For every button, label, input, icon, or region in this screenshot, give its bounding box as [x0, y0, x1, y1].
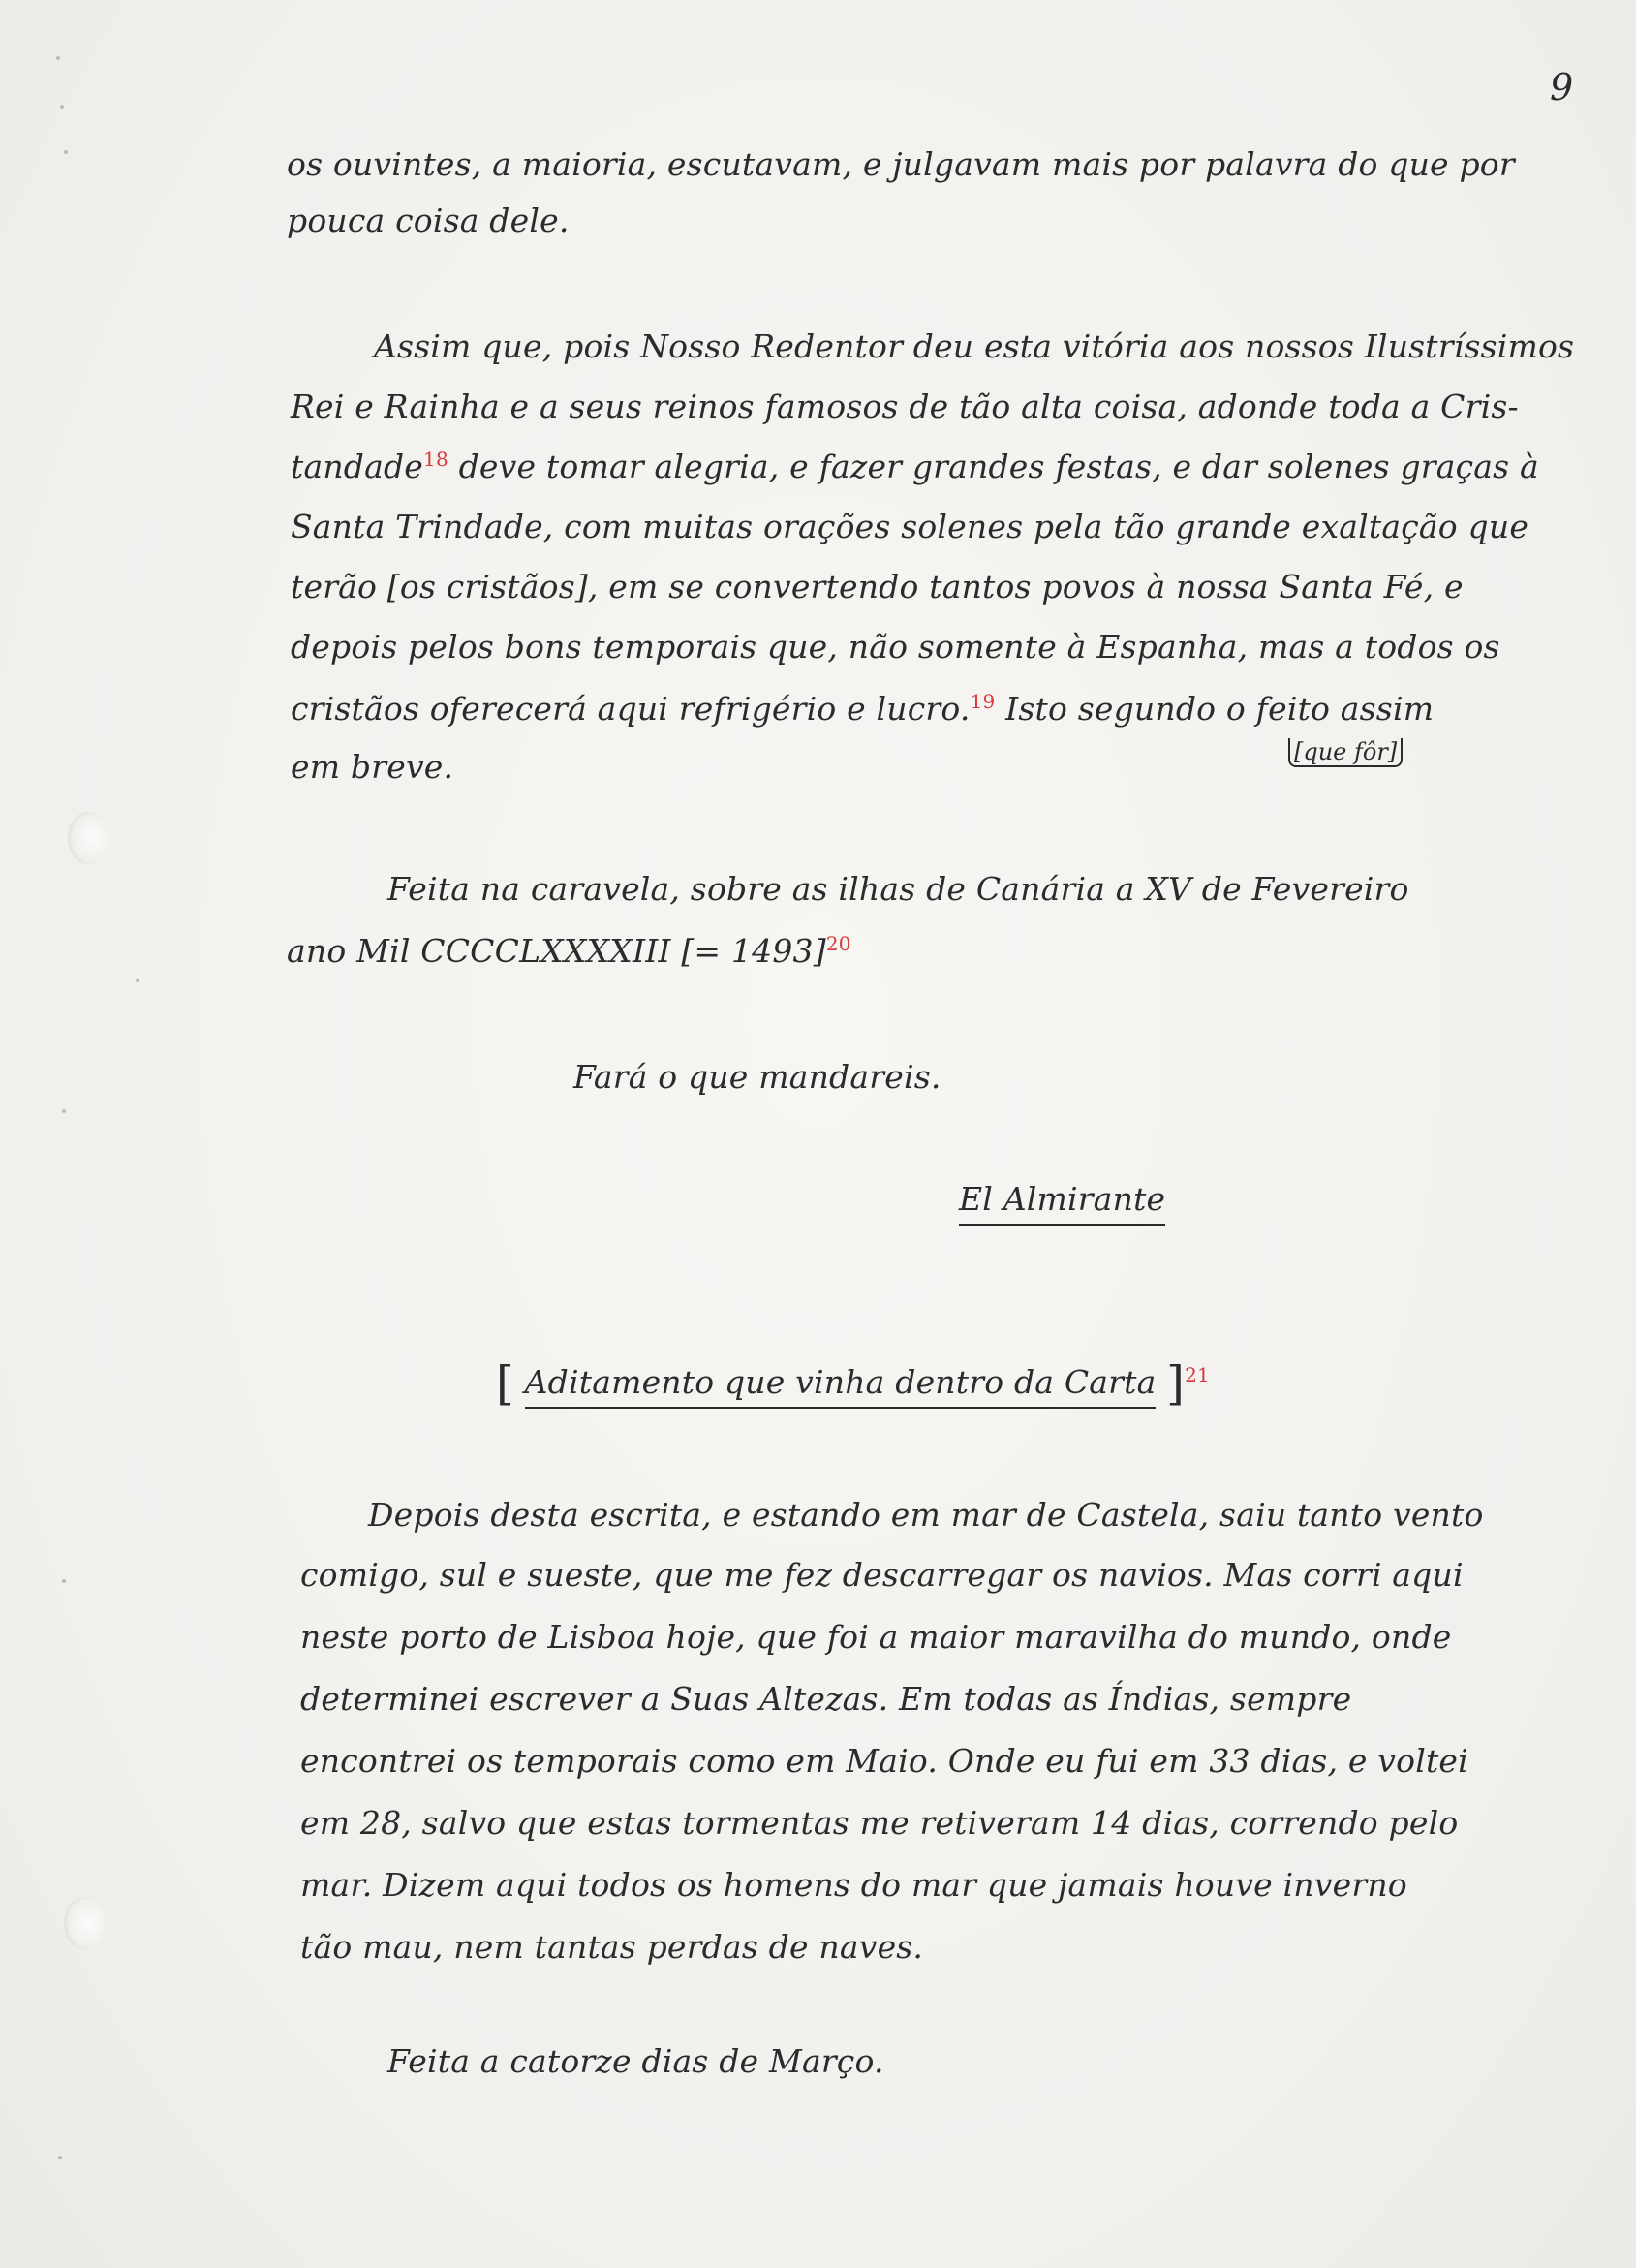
paper-speck — [136, 979, 139, 982]
text-line: neste porto de Lisboa hoje, que foi a maior maravilha do mundo, onde — [300, 1618, 1452, 1656]
text-line: terão [os cristãos], em se convertendo tantos povos à nossa Santa Fé, e — [291, 568, 1464, 606]
footnote-marker-20: 20 — [825, 932, 851, 955]
text-fragment: deve tomar alegria, e fazer grandes festas, e dar solenes graças à — [458, 448, 1539, 485]
close-bracket: ] — [1166, 1356, 1186, 1411]
text-fragment: ano Mil CCCCLXXXXIII [= 1493] — [287, 932, 826, 970]
text-line: comigo, sul e sueste, que me fez descarregar os navios. Mas corri aqui — [300, 1556, 1464, 1594]
punch-hole — [64, 1897, 105, 1949]
margin-note: [que fôr] — [1288, 738, 1403, 767]
footnote-marker-18: 18 — [423, 448, 448, 471]
signature: El Almirante — [959, 1180, 1165, 1226]
dateline-line: Feita na caravela, sobre as ilhas de Canária a XV de Fevereiro — [387, 870, 1409, 908]
text-fragment: Isto segundo o feito assim — [1005, 690, 1435, 728]
text-line: tão mau, nem tantas perdas de naves. — [300, 1928, 924, 1966]
text-line — [291, 448, 1539, 485]
text-line: Rei e Rainha e a seus reinos famosos de tão alta coisa, adonde toda a Cris- — [291, 388, 1519, 425]
text-line: pouca coisa dele. — [287, 202, 570, 239]
paper-speck — [62, 1579, 66, 1583]
punch-hole — [68, 812, 108, 864]
text-line: depois pelos bons temporais que, não somente à Espanha, mas a todos os — [291, 628, 1500, 666]
text-line: mar. Dizem aqui todos os homens do mar que jamais houve inverno — [300, 1866, 1407, 1904]
text-line: em 28, salvo que estas tormentas me retiveram 14 dias, correndo pelo — [300, 1804, 1459, 1842]
paper-speck — [60, 105, 64, 109]
closing-line: Fará o que mandareis. — [573, 1058, 941, 1096]
addendum-heading — [496, 1356, 1210, 1411]
page-number: 9 — [1550, 66, 1574, 109]
paper-speck — [64, 150, 68, 154]
text-fragment: tandade — [291, 448, 424, 485]
text-fragment: cristãos oferecerá aqui refrigério e lucro. — [291, 690, 971, 728]
paper-speck — [62, 1109, 66, 1113]
open-bracket: [ — [496, 1356, 514, 1411]
heading-text: Aditamento que vinha dentro da Carta — [525, 1363, 1157, 1409]
paper-speck — [56, 56, 60, 60]
paper-speck — [58, 2156, 62, 2159]
text-line — [291, 690, 1434, 728]
text-line: Depois desta escrita, e estando em mar de Castela, saiu tanto vento — [368, 1496, 1484, 1534]
text-line: determinei escrever a Suas Altezas. Em todas as Índias, sempre — [300, 1680, 1352, 1718]
footnote-marker-19: 19 — [970, 690, 996, 713]
text-line: em breve. — [291, 748, 454, 786]
dateline-line — [287, 932, 851, 970]
text-line: os ouvintes, a maioria, escutavam, e julgavam mais por palavra do que por — [287, 145, 1515, 183]
text-line: encontrei os temporais como em Maio. Onde eu fui em 33 dias, e voltei — [300, 1742, 1468, 1780]
final-dateline: Feita a catorze dias de Março. — [387, 2042, 884, 2080]
footnote-marker-21: 21 — [1185, 1363, 1210, 1386]
text-line: Santa Trindade, com muitas orações solenes pela tão grande exaltação que — [291, 508, 1529, 545]
text-line: Assim que, pois Nosso Redentor deu esta vitória aos nossos Ilustríssimos — [374, 327, 1575, 365]
